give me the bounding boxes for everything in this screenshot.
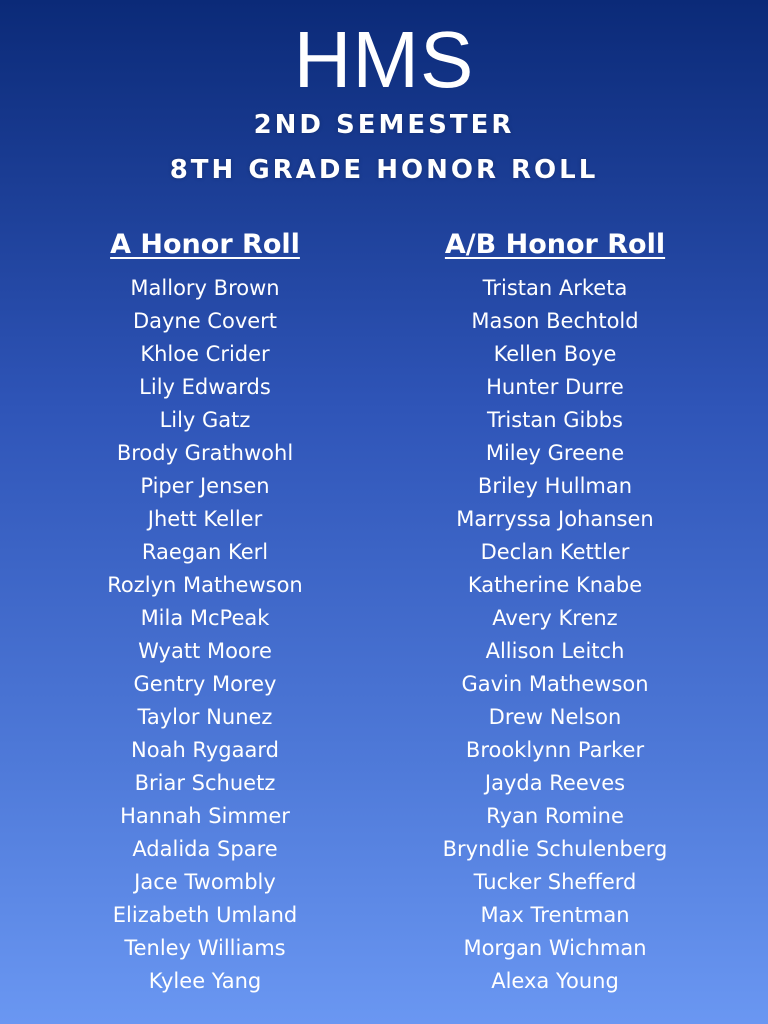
list-item: Hannah Simmer	[120, 804, 290, 828]
list-item: Rozlyn Mathewson	[107, 573, 303, 597]
list-item: Briar Schuetz	[134, 771, 276, 795]
list-item: Ryan Romine	[486, 804, 624, 828]
list-item: Jayda Reeves	[484, 771, 626, 795]
list-item: Brooklynn Parker	[465, 738, 645, 762]
list-item: Kellen Boye	[493, 342, 617, 366]
ab-honor-roll-heading: A/B Honor Roll	[444, 229, 666, 260]
list-item: Tenley Williams	[124, 936, 286, 960]
semester-subtitle: 2ND SEMESTER	[253, 110, 515, 140]
list-item: Tristan Gibbs	[487, 408, 623, 432]
ab-honor-roll-list	[375, 272, 735, 998]
list-item: Piper Jensen	[140, 474, 270, 498]
list-item: Adalida Spare	[132, 837, 278, 861]
list-item: Gentry Morey	[133, 672, 277, 696]
list-item: Wyatt Moore	[138, 639, 272, 663]
list-item: Morgan Wichman	[463, 936, 647, 960]
list-item: Kylee Yang	[148, 969, 262, 993]
a-honor-roll-heading: A Honor Roll	[110, 229, 300, 260]
list-item: Dayne Covert	[132, 309, 278, 333]
list-item: Katherine Knabe	[467, 573, 643, 597]
list-item: Mason Bechtold	[471, 309, 639, 333]
list-item: Tucker Shefferd	[473, 870, 637, 894]
grade-subtitle: 8TH GRADE HONOR ROLL	[169, 155, 599, 185]
list-item: Drew Nelson	[488, 705, 622, 729]
list-item: Briley Hullman	[477, 474, 633, 498]
list-item: Mallory Brown	[130, 276, 280, 300]
list-item: Marryssa Johansen	[456, 507, 654, 531]
list-item: Max Trentman	[480, 903, 630, 927]
page-title: HMS	[293, 15, 475, 104]
list-item: Brody Grathwohl	[116, 441, 294, 465]
list-item: Alexa Young	[491, 969, 619, 993]
a-honor-roll-list	[25, 272, 385, 998]
list-item: Jhett Keller	[147, 507, 263, 531]
list-item: Mila McPeak	[140, 606, 270, 630]
list-item: Miley Greene	[485, 441, 625, 465]
list-item: Elizabeth Umland	[112, 903, 298, 927]
list-item: Bryndlie Schulenberg	[442, 837, 668, 861]
list-item: Jace Twombly	[134, 870, 276, 894]
list-item: Tristan Arketa	[482, 276, 628, 300]
list-item: Hunter Durre	[486, 375, 624, 399]
list-item: Raegan Kerl	[141, 540, 269, 564]
list-item: Noah Rygaard	[131, 738, 279, 762]
list-item: Lily Edwards	[139, 375, 271, 399]
list-item: Avery Krenz	[492, 606, 618, 630]
list-item: Khloe Crider	[140, 342, 270, 366]
a-honor-roll-column	[25, 226, 385, 998]
list-item: Taylor Nunez	[137, 705, 273, 729]
ab-honor-roll-column	[375, 226, 735, 998]
list-item: Declan Kettler	[480, 540, 630, 564]
list-item: Gavin Mathewson	[461, 672, 649, 696]
list-item: Allison Leitch	[485, 639, 625, 663]
list-item: Lily Gatz	[159, 408, 251, 432]
